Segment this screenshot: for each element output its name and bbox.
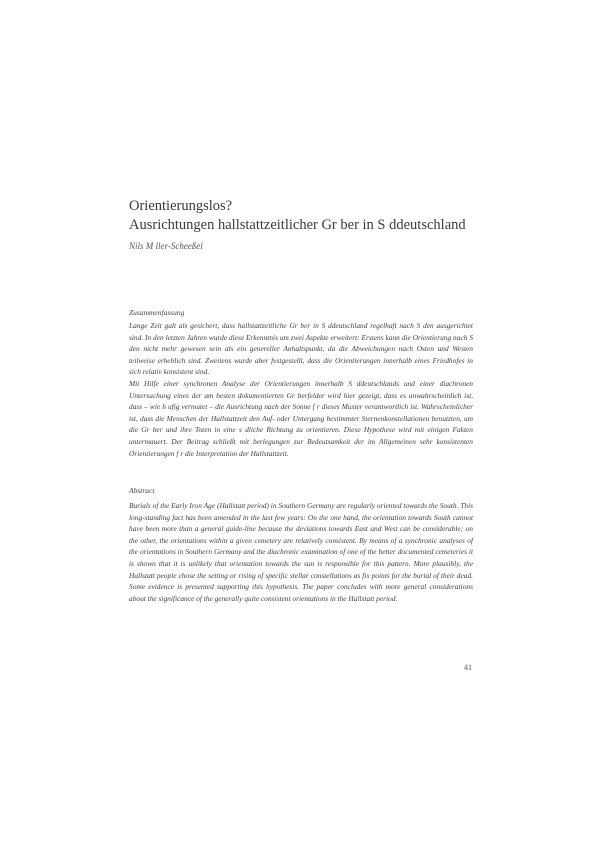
title-line-1: Orientierungslos? xyxy=(129,198,233,214)
article-title xyxy=(129,197,509,235)
abstract-paragraph-1: Burials of the Early Iron Age (Hallstatt period) in Southern Germany are regularly oriented towards the South. This long-standing fact has been amended in the last few years: On the one hand, the orientation towards South cannot have been more than a general guide-line because the deviations towards East and West can be considerable; on the other, the orientations within a given cemetery are relatively consistent. By means of a synchronic analyses of the orientations in Southern Germany and the diachronic examination of one of the better documented cemeteries it is shown that it is unlikely that orientation towards the sun is responsible for this pattern. More plausibly, the Hallstatt people chose the setting or rising of specific stellar constellations as fix points for the burial of their dead. Some evidence is presented supporting this hypothesis. The paper concludes with more general considerations about the significance of the generally quite consistent orientations in the Hallstatt period. xyxy=(129,501,473,603)
zusammenfassung-paragraph-1: Lange Zeit galt als gesichert, dass hallstattzeitliche Gr ber in S ddeutschland regelhaft nach S den ausgerichtet sind. In den letzten Jahren wurde diese Erkenntnis um zwei Aspekte erweitert: Erstens kann die Orientierung nach S den nicht mehr gewesen sein als ein genereller Anhaltspunkt, da die Abweichungen nach Osten und Westen teilweise erheblich sind. Zweitens wurde aber festgestellt, dass die Orientierungen innerhalb eines Friedhofes in sich relativ konsistent sind. xyxy=(129,321,473,377)
abstract-text xyxy=(129,500,473,604)
zusammenfassung-text xyxy=(129,320,473,459)
abstract-heading: Abstract xyxy=(129,486,155,495)
title-line-2: Ausrichtungen hallstattzeitlicher Gr ber in S ddeutschland xyxy=(129,217,466,233)
zusammenfassung-paragraph-2: Mit Hilfe einer synchronen Analyse der Orientierungen innerhalb S ddeutschlands und einer diachronen Untersuchung eines der am besten dokumentierten Gr berfelder wird hier gezeigt, dass es unwahrscheinlich ist, dass – wie h ufig vermutet – die Ausrichtung nach der Sonne f r dieses Muster verantwortlich ist. Wahrscheinlicher ist, dass die Menschen der Hallstattzeit den Auf- oder Untergang bestimmter Sternenkonstellationen benutzten, um die Gr ber und ihre Toten in eine s dliche Richtung zu orientieren. Diese Hypothese wird mit einigen Fakten untermauert. Der Beitrag schließt mit berlegungen zur Bedeutsamkeit der im Allgemeinen sehr konsistenten Orientierungen f r die Interpretation der Hallstattzeit. xyxy=(129,378,473,458)
zusammenfassung-heading: Zusammenfassung xyxy=(129,308,185,317)
page-number: 41 xyxy=(464,663,472,672)
author-name: Nils M ller-Scheeßel xyxy=(129,241,203,251)
